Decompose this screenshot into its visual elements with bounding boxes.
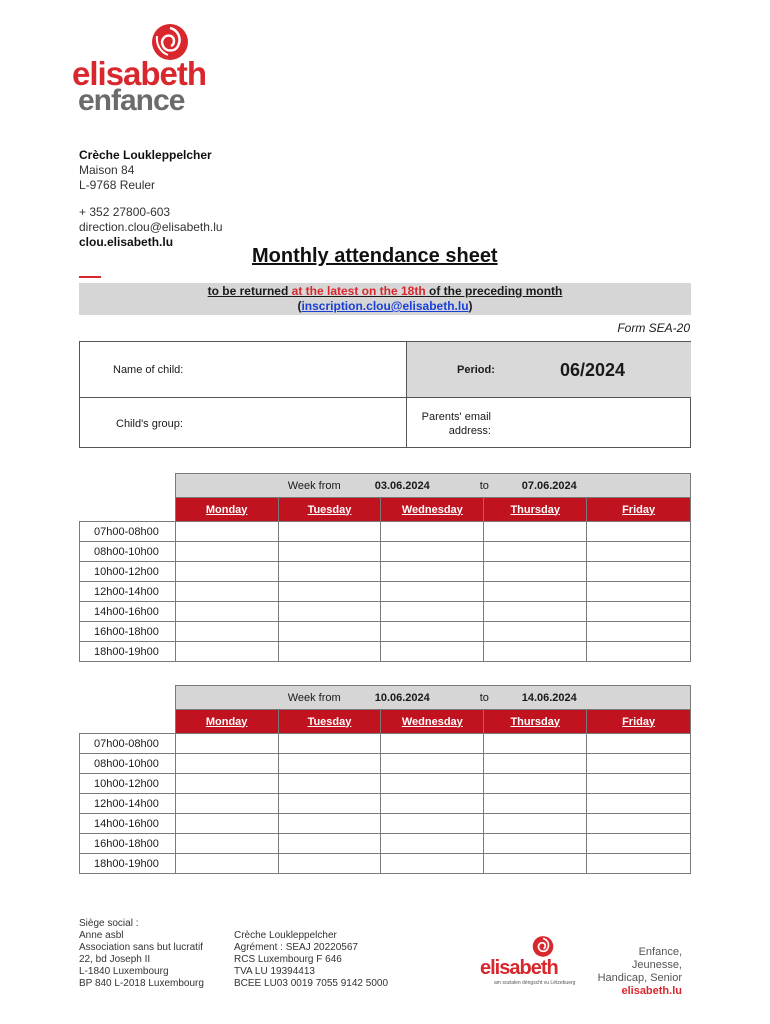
attendance-cell-monday[interactable]	[175, 642, 278, 662]
period-label: Period:	[457, 364, 495, 376]
corner-cell	[80, 686, 176, 710]
footer-col2-line: BCEE LU03 0019 7055 9142 5000	[234, 978, 389, 989]
attendance-cell-monday[interactable]	[175, 582, 278, 602]
attendance-cell-monday[interactable]	[175, 814, 278, 834]
week-table-2	[79, 685, 691, 874]
attendance-cell-monday[interactable]	[175, 794, 278, 814]
table-row	[80, 794, 691, 814]
attendance-cell-monday[interactable]	[175, 562, 278, 582]
attendance-cell-tuesday[interactable]	[278, 814, 381, 834]
attendance-cell-wednesday[interactable]	[381, 622, 484, 642]
time-slot-label: 10h00-12h00	[80, 774, 176, 794]
footer-col-2	[234, 930, 388, 990]
attendance-cell-wednesday[interactable]	[381, 754, 484, 774]
footer-col2-line: Agrément : SEAJ 20220567	[234, 942, 358, 953]
attendance-cell-tuesday[interactable]	[278, 794, 381, 814]
day-header-thursday: Thursday	[484, 498, 587, 522]
footer-tagline: am sozialen déngscht vu Lëtzebuerg	[494, 980, 576, 986]
week-to-label: to	[479, 479, 489, 492]
time-slot-label: 12h00-14h00	[80, 582, 176, 602]
attendance-cell-wednesday[interactable]	[381, 522, 484, 542]
attendance-cell-wednesday[interactable]	[381, 834, 484, 854]
attendance-cell-tuesday[interactable]	[278, 582, 381, 602]
table-row	[80, 522, 691, 542]
week-header	[175, 474, 690, 498]
table-row	[80, 834, 691, 854]
address-block	[79, 148, 223, 250]
attendance-cell-tuesday[interactable]	[278, 562, 381, 582]
attendance-cell-friday[interactable]	[587, 754, 691, 774]
logo-brand: elisabeth	[72, 55, 207, 92]
rose-icon	[530, 935, 556, 959]
corner-cell	[80, 498, 176, 522]
attendance-cell-thursday[interactable]	[484, 542, 587, 562]
attendance-cell-tuesday[interactable]	[278, 834, 381, 854]
attendance-cell-wednesday[interactable]	[381, 734, 484, 754]
footer-col1-line: 22, bd Joseph II	[79, 954, 151, 965]
table-row	[80, 734, 691, 754]
footer-logo	[480, 935, 590, 990]
notice-prefix: to be returned	[207, 284, 292, 298]
corner-cell	[80, 710, 176, 734]
time-slot-label: 18h00-19h00	[80, 854, 176, 874]
time-slot-label: 10h00-12h00	[80, 562, 176, 582]
group-label: Child's group:	[116, 418, 183, 430]
attendance-cell-wednesday[interactable]	[381, 854, 484, 874]
attendance-cell-monday[interactable]	[175, 834, 278, 854]
corner-cell	[80, 474, 176, 498]
day-header-tuesday: Tuesday	[278, 498, 381, 522]
attendance-cell-thursday[interactable]	[484, 602, 587, 622]
attendance-cell-thursday[interactable]	[484, 734, 587, 754]
attendance-cell-tuesday[interactable]	[278, 522, 381, 542]
week-to-label: to	[479, 691, 489, 704]
attendance-cell-wednesday[interactable]	[381, 814, 484, 834]
notice-suffix: of the preceding month	[425, 284, 563, 298]
attendance-cell-wednesday[interactable]	[381, 582, 484, 602]
address-line2: L-9768 Reuler	[79, 178, 156, 192]
week-end-date: 07.06.2024	[521, 479, 577, 492]
attendance-cell-thursday[interactable]	[484, 562, 587, 582]
attendance-cell-tuesday[interactable]	[278, 734, 381, 754]
week-start-date: 10.06.2024	[374, 691, 430, 704]
table-row	[80, 542, 691, 562]
time-slot-label: 14h00-16h00	[80, 814, 176, 834]
footer-col1-line: Anne asbl	[79, 930, 124, 941]
notice-deadline: at the latest on the 18th	[291, 284, 426, 298]
table-row	[80, 582, 691, 602]
time-slot-label: 07h00-08h00	[80, 734, 176, 754]
time-slot-label: 18h00-19h00	[80, 642, 176, 662]
day-header-thursday: Thursday	[484, 710, 587, 734]
footer-col2-line: TVA LU 19394413	[234, 966, 315, 977]
attendance-cell-tuesday[interactable]	[278, 642, 381, 662]
red-dash	[79, 276, 101, 278]
return-notice: to be returned at the latest on the 18th of the preceding month (inscription.clou@elisabeth.lu)	[79, 283, 691, 315]
week-header	[175, 686, 690, 710]
period-value: 06/2024	[560, 360, 626, 380]
attendance-cell-monday[interactable]	[175, 622, 278, 642]
parents-email-label	[406, 410, 491, 438]
attendance-cell-friday[interactable]	[587, 834, 691, 854]
form-id: Form SEA-20	[617, 321, 690, 335]
table-row	[80, 814, 691, 834]
day-header-monday: Monday	[175, 498, 278, 522]
week-table-1	[79, 473, 691, 662]
footer-right-1: Enfance, Jeunesse,	[631, 946, 682, 971]
attendance-cell-tuesday[interactable]	[278, 774, 381, 794]
footer-right	[586, 946, 682, 998]
notice-email-link[interactable]: inscription.clou@elisabeth.lu	[301, 299, 469, 313]
attendance-cell-wednesday[interactable]	[381, 602, 484, 622]
attendance-cell-wednesday[interactable]	[381, 542, 484, 562]
time-slot-label: 08h00-10h00	[80, 754, 176, 774]
day-header-wednesday: Wednesday	[381, 498, 484, 522]
week-from-label: Week from	[287, 479, 341, 492]
child-info-box	[79, 341, 691, 448]
logo	[72, 22, 222, 117]
attendance-cell-thursday[interactable]	[484, 854, 587, 874]
period-cell	[406, 342, 691, 397]
table-row	[80, 562, 691, 582]
attendance-cell-monday[interactable]	[175, 754, 278, 774]
logo-sub: enfance	[78, 84, 185, 117]
footer-right-3: elisabeth.lu	[621, 985, 682, 997]
attendance-cell-thursday[interactable]	[484, 814, 587, 834]
footer-col2-line: Crèche Loukleppelcher	[234, 930, 337, 941]
time-slot-label: 16h00-18h00	[80, 834, 176, 854]
table-row	[80, 754, 691, 774]
time-slot-label: 07h00-08h00	[80, 522, 176, 542]
attendance-cell-tuesday[interactable]	[278, 542, 381, 562]
attendance-cell-friday[interactable]	[587, 522, 691, 542]
time-slot-label: 08h00-10h00	[80, 542, 176, 562]
footer-col-1	[79, 918, 204, 990]
attendance-cell-monday[interactable]	[175, 602, 278, 622]
week-start-date: 03.06.2024	[374, 479, 430, 492]
attendance-cell-thursday[interactable]	[484, 622, 587, 642]
attendance-cell-monday[interactable]	[175, 854, 278, 874]
attendance-cell-friday[interactable]	[587, 562, 691, 582]
attendance-cell-tuesday[interactable]	[278, 754, 381, 774]
attendance-cell-thursday[interactable]	[484, 774, 587, 794]
day-header-tuesday: Tuesday	[278, 710, 381, 734]
attendance-cell-friday[interactable]	[587, 734, 691, 754]
footer-brand: elisabeth	[480, 957, 558, 979]
attendance-cell-wednesday[interactable]	[381, 562, 484, 582]
phone: + 352 27800-603	[79, 205, 171, 219]
attendance-cell-friday[interactable]	[587, 642, 691, 662]
attendance-cell-friday[interactable]	[587, 814, 691, 834]
website-link[interactable]: clou.elisabeth.lu	[79, 235, 174, 249]
footer-col1-line: Association sans but lucratif	[79, 942, 203, 953]
footer-col1-line: Siège social :	[79, 918, 139, 929]
footer-col1-line: BP 840 L-2018 Luxembourg	[79, 978, 204, 989]
attendance-cell-thursday[interactable]	[484, 522, 587, 542]
attendance-cell-tuesday[interactable]	[278, 602, 381, 622]
day-header-wednesday: Wednesday	[381, 710, 484, 734]
info-divider	[80, 397, 690, 398]
day-header-friday: Friday	[587, 498, 691, 522]
table-row	[80, 774, 691, 794]
attendance-cell-friday[interactable]	[587, 774, 691, 794]
attendance-cell-monday[interactable]	[175, 774, 278, 794]
time-slot-label: 14h00-16h00	[80, 602, 176, 622]
attendance-cell-thursday[interactable]	[484, 642, 587, 662]
page-title: Monthly attendance sheet	[252, 245, 498, 267]
attendance-cell-friday[interactable]	[587, 794, 691, 814]
attendance-cell-wednesday[interactable]	[381, 774, 484, 794]
name-label: Name of child:	[113, 364, 184, 376]
table-row	[80, 854, 691, 874]
attendance-cell-friday[interactable]	[587, 542, 691, 562]
week-end-date: 14.06.2024	[521, 691, 577, 704]
attendance-cell-tuesday[interactable]	[278, 622, 381, 642]
creche-name: Crèche Loukleppelcher	[79, 148, 212, 162]
attendance-cell-thursday[interactable]	[484, 754, 587, 774]
table-row	[80, 602, 691, 622]
day-header-monday: Monday	[175, 710, 278, 734]
address-line1: Maison 84	[79, 163, 135, 177]
attendance-cell-monday[interactable]	[175, 522, 278, 542]
time-slot-label: 16h00-18h00	[80, 622, 176, 642]
week-from-label: Week from	[287, 691, 341, 704]
day-header-friday: Friday	[587, 710, 691, 734]
attendance-cell-thursday[interactable]	[484, 834, 587, 854]
attendance-cell-friday[interactable]	[587, 602, 691, 622]
email: direction.clou@elisabeth.lu	[79, 220, 223, 234]
time-slot-label: 12h00-14h00	[80, 794, 176, 814]
footer-col1-line: L-1840 Luxembourg	[79, 966, 169, 977]
parents-email-label-2: address:	[448, 425, 491, 437]
attendance-cell-friday[interactable]	[587, 622, 691, 642]
table-row	[80, 642, 691, 662]
attendance-cell-wednesday[interactable]	[381, 794, 484, 814]
attendance-cell-wednesday[interactable]	[381, 642, 484, 662]
attendance-cell-monday[interactable]	[175, 542, 278, 562]
attendance-cell-thursday[interactable]	[484, 582, 587, 602]
attendance-cell-friday[interactable]	[587, 582, 691, 602]
attendance-cell-tuesday[interactable]	[278, 854, 381, 874]
attendance-cell-thursday[interactable]	[484, 794, 587, 814]
attendance-cell-friday[interactable]	[587, 854, 691, 874]
parents-email-label-1: Parents' email	[421, 411, 491, 423]
table-row	[80, 622, 691, 642]
footer-col2-line: RCS Luxembourg F 646	[234, 954, 342, 965]
footer-right-2: Handicap, Senior	[597, 972, 682, 984]
attendance-cell-monday[interactable]	[175, 734, 278, 754]
